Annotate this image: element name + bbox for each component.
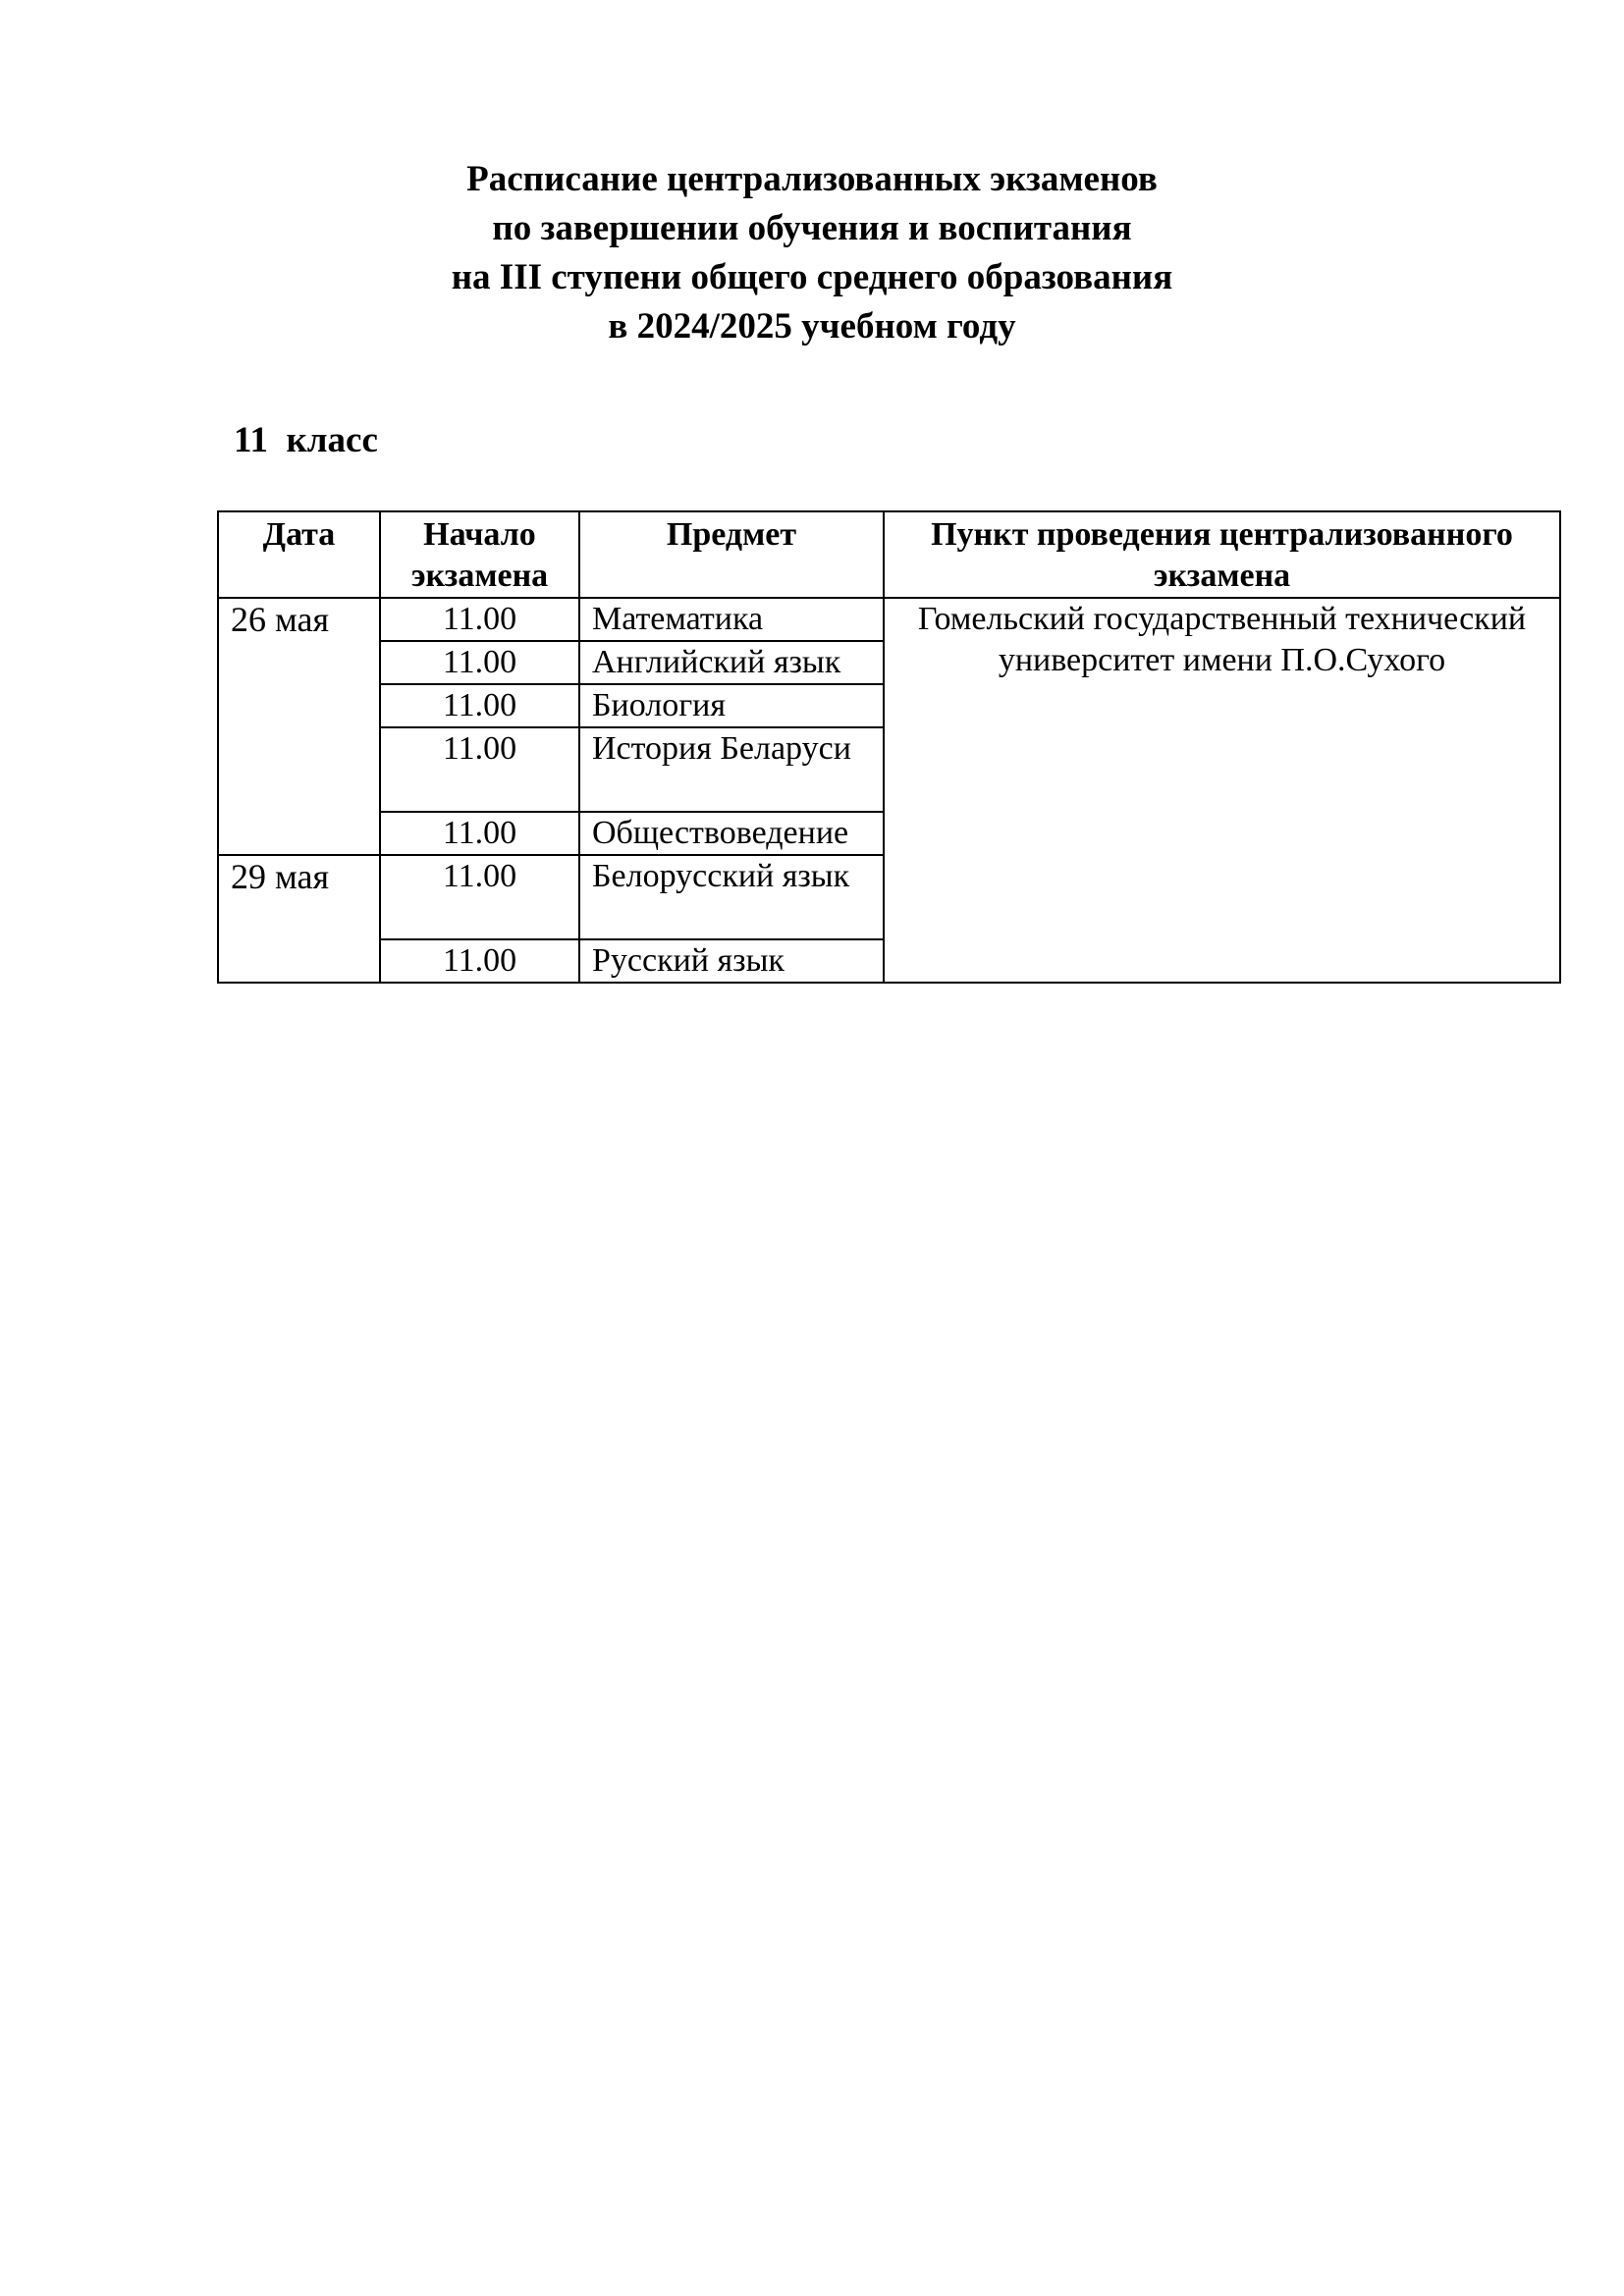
title-line: Расписание централизованных экзаменов (466, 159, 1158, 199)
exam-subject: Английский язык (579, 641, 884, 684)
exam-subject: Русский язык (579, 939, 884, 983)
exam-subject: История Беларуси (579, 727, 884, 812)
exam-subject: Белорусский язык (579, 855, 884, 939)
exam-subject: Математика (579, 598, 884, 641)
header-start-time: Начало экзамена (380, 511, 579, 598)
header-date: Дата (218, 511, 380, 598)
title-line: на III ступени общего среднего образования (451, 257, 1173, 297)
exam-time: 11.00 (380, 641, 579, 684)
header-subject: Предмет (579, 511, 884, 598)
exam-time: 11.00 (380, 855, 579, 939)
exam-time: 11.00 (380, 812, 579, 855)
exam-time: 11.00 (380, 939, 579, 983)
document-title (0, 155, 1624, 351)
table-row (218, 598, 1560, 641)
exam-location: Гомельский государственный технический университет имени П.О.Сухого (884, 598, 1560, 983)
exam-date: 29 мая (218, 855, 380, 983)
exam-subject: Биология (579, 684, 884, 727)
exam-date: 26 мая (218, 598, 380, 855)
class-label: 11 класс (234, 420, 378, 460)
table-header-row (218, 511, 1560, 598)
exam-time: 11.00 (380, 598, 579, 641)
title-line: в 2024/2025 учебном году (608, 306, 1016, 347)
exam-time: 11.00 (380, 727, 579, 812)
title-line: по завершении обучения и воспитания (492, 208, 1132, 248)
exam-time: 11.00 (380, 684, 579, 727)
exam-subject: Обществоведение (579, 812, 884, 855)
exam-schedule-table (217, 510, 1561, 984)
header-location: Пункт проведения централизованного экзамена (884, 511, 1560, 598)
